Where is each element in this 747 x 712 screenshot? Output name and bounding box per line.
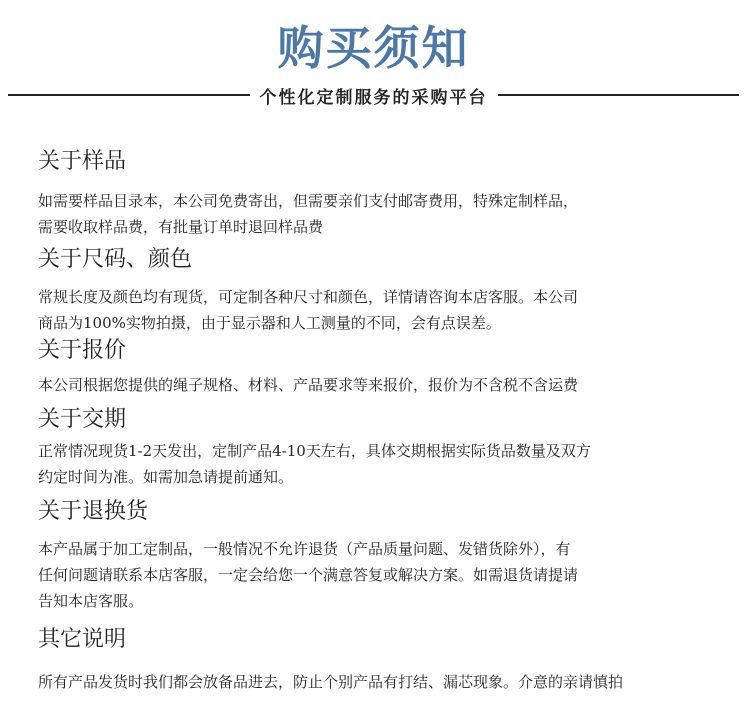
- body-line: 正常情况现货1-2天发出，定制产品4-10天左右，具体交期根据实际货品数量及双方: [38, 442, 591, 460]
- page-subtitle: 个性化定制服务的采购平台: [259, 87, 488, 108]
- body-line: 所有产品发货时我们都会放备品进去，防止个别产品有打结、漏芯现象。介意的亲请慎拍: [38, 673, 624, 691]
- section-heading: 关于退换货: [38, 499, 149, 524]
- section-body: [38, 669, 698, 695]
- section-body: [38, 284, 698, 336]
- subtitle-row: [8, 80, 739, 110]
- body-line: 常规长度及颜色均有现货，可定制各种尺寸和颜色，详情请咨询本店客服。本公司: [38, 288, 579, 306]
- section-heading: 其它说明: [38, 627, 127, 652]
- body-line: 约定时间为准。如需加急请提前通知。: [38, 468, 294, 486]
- section-body: [38, 188, 698, 240]
- section-heading: 关于样品: [38, 149, 127, 174]
- body-line: 需要收取样品费，有批量订单时退回样品费: [38, 218, 324, 236]
- body-line: 任何问题请联系本店客服，一定会给您一个满意答复或解决方案。如需退货请提请: [38, 566, 579, 584]
- left-divider: [8, 94, 250, 96]
- section-heading: 关于报价: [38, 338, 127, 363]
- section-heading: 关于尺码、颜色: [38, 247, 193, 272]
- section-heading: 关于交期: [38, 407, 127, 432]
- body-line: 本产品属于加工定制品，一般情况不允许退货（产品质量问题、发错货除外），有: [38, 540, 571, 558]
- section-body: [38, 438, 698, 490]
- body-line: 商品为100%实物拍摄，由于显示器和人工测量的不同，会有点误差。: [38, 314, 501, 332]
- section-body: [38, 372, 698, 398]
- right-divider: [498, 94, 740, 96]
- body-line: 如需要样品目录本，本公司免费寄出，但需要亲们支付邮寄费用，特殊定制样品，: [38, 192, 579, 210]
- section-body: [38, 536, 698, 614]
- body-line: 本公司根据您提供的绳子规格、材料、产品要求等来报价，报价为不含税不含运费: [38, 376, 579, 394]
- body-line: 告知本店客服。: [38, 592, 144, 610]
- page-title: 购买须知: [277, 21, 470, 75]
